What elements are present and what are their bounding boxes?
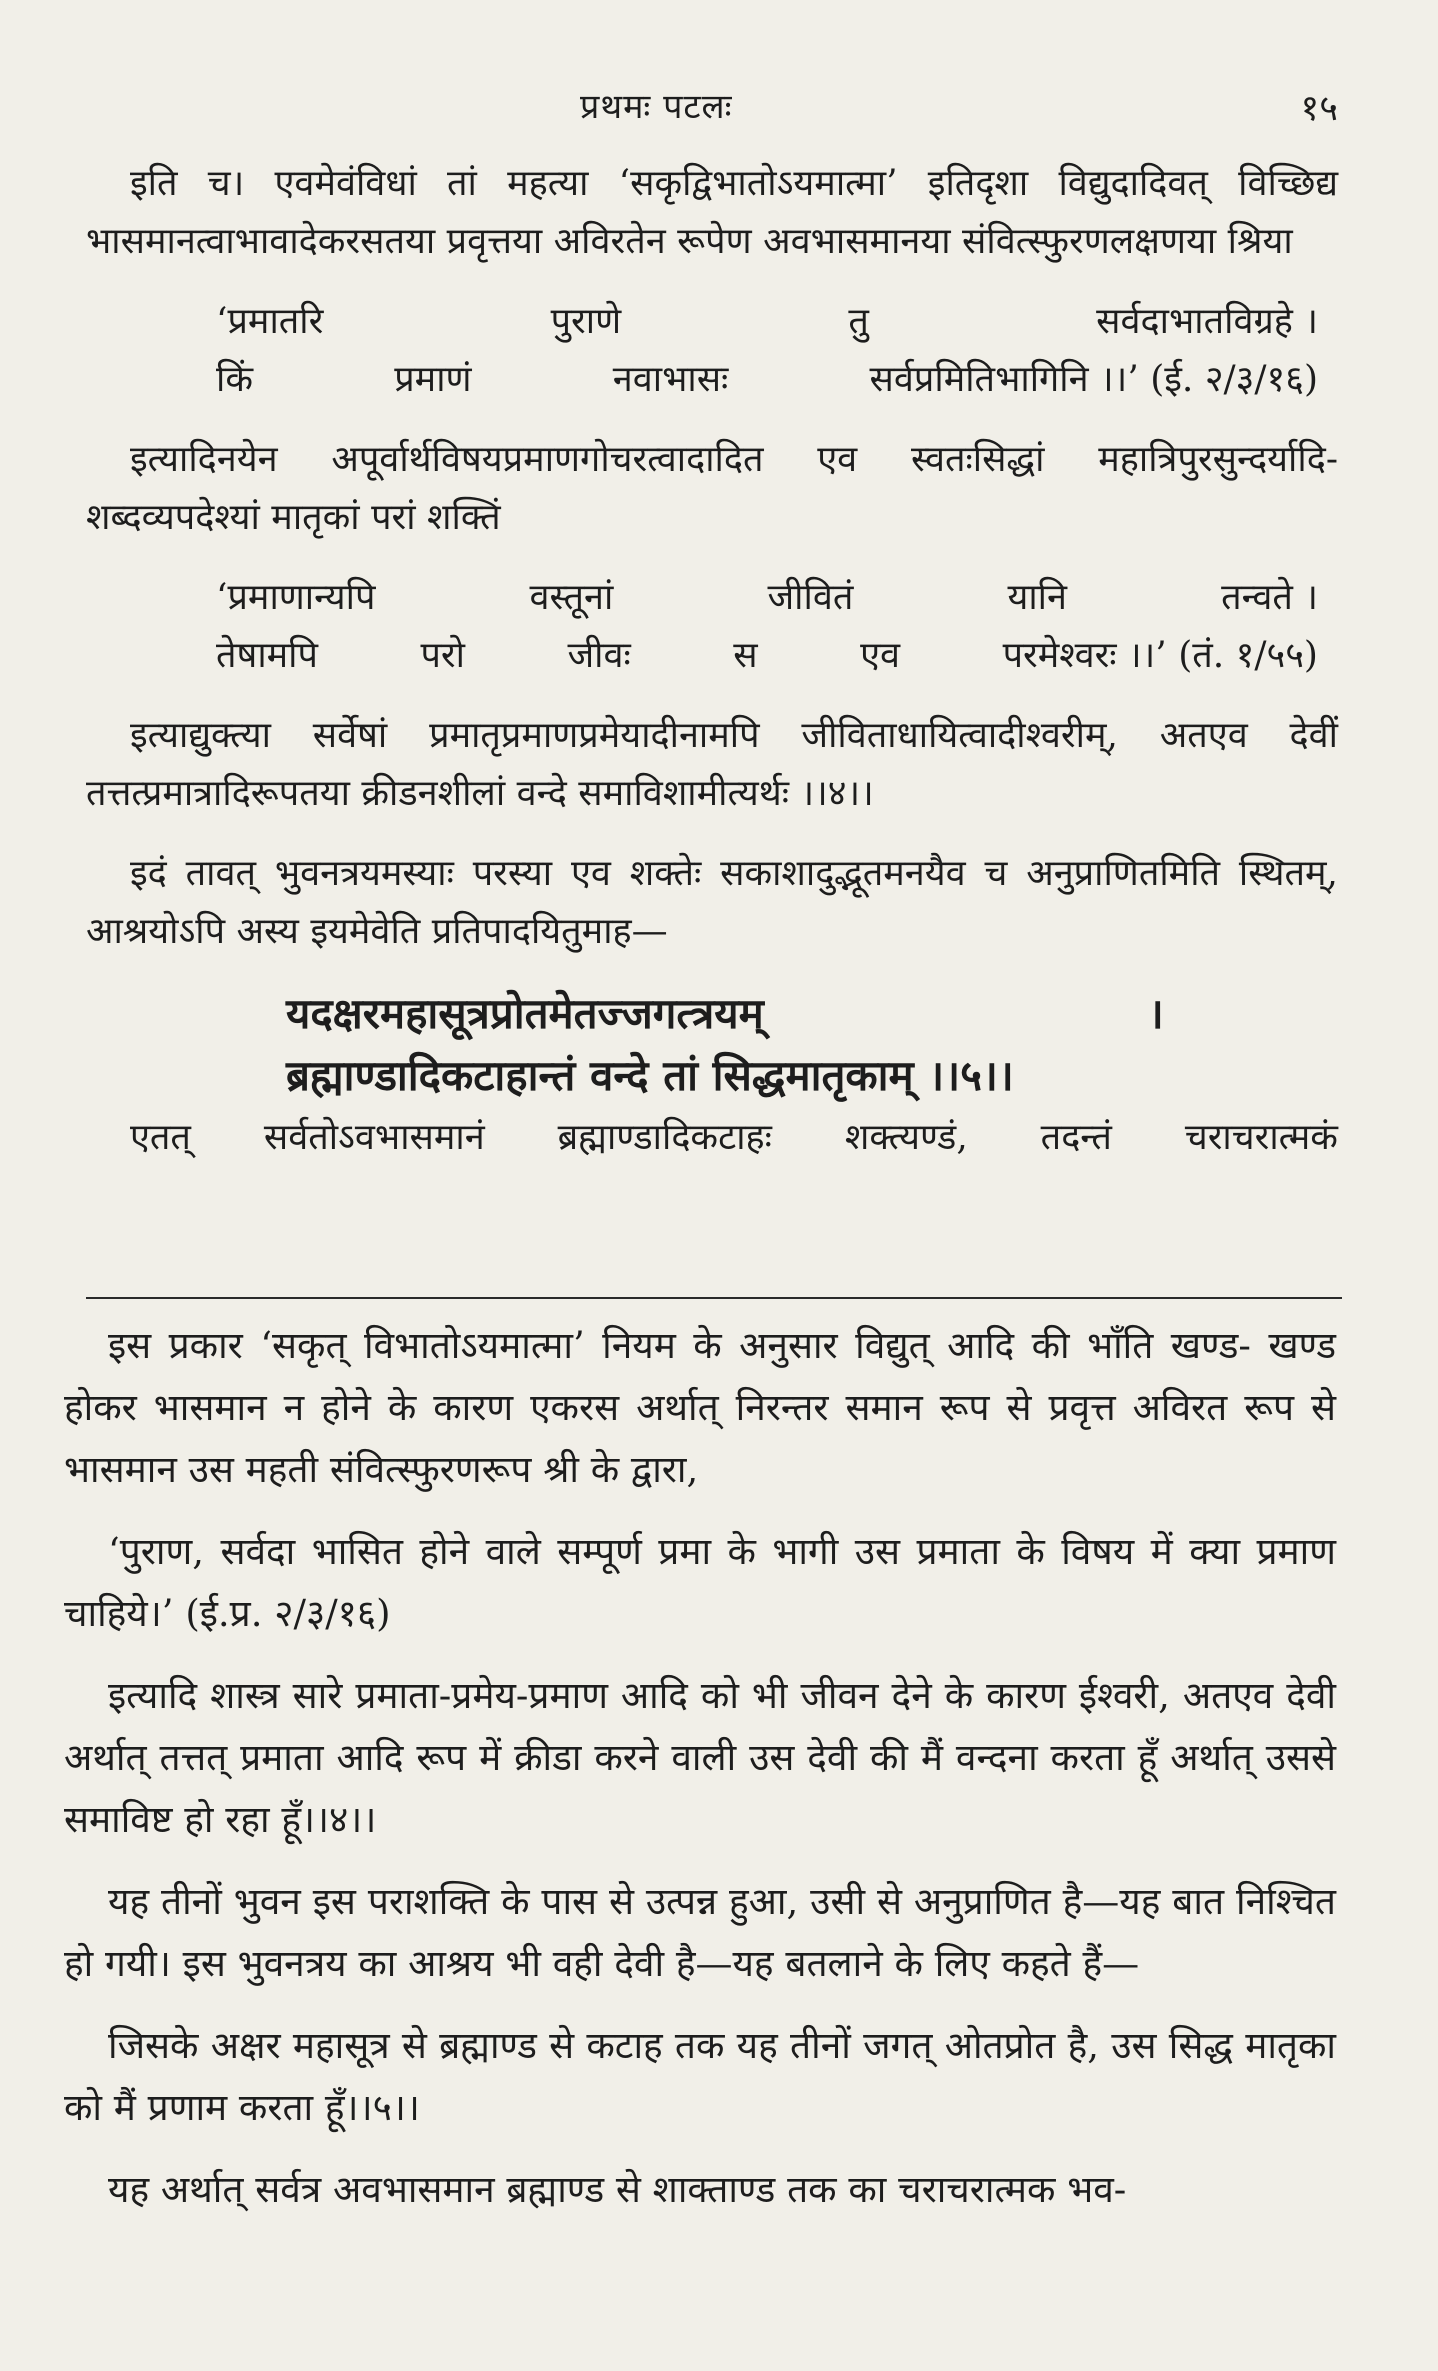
- running-head: प्रथमः पटलः: [580, 87, 733, 127]
- quote-ishvara-pratyabhijna: [86, 293, 1338, 409]
- hindi-paragraph-3: इत्यादि शास्त्र सारे प्रमाता-प्रमेय-प्रमाण आदि को भी जीवन देने के कारण ईश्वरी, अतएव देवी अर्थात् तत्तत् प्रमाता आदि रूप में क्रीडा करने वाली उस देवी की मैं वन्दना करता हूँ अर्थात् उससे समाविष्ट हो रहा हूँ।।४।।: [64, 1674, 1336, 1841]
- hindi-translation: [64, 1315, 1336, 2241]
- hindi-paragraph-2: ‘पुराण, सर्वदा भासित होने वाले सम्पूर्ण प्रमा के भागी उस प्रमाता के विषय में क्या प्रमाण चाहिये।’ (ई.प्र. २/३/१६): [64, 1530, 1336, 1635]
- quote2-line1: ‘प्रमाणान्यपि वस्तूनां जीवितं यानि तन्वते ।: [216, 577, 1318, 618]
- hindi-paragraph-6: यह अर्थात् सर्वत्र अवभासमान ब्रह्माण्ड से शाक्ताण्ड तक का चराचरात्मक भव-: [108, 2168, 1127, 2211]
- page-header: [0, 82, 1438, 132]
- quote-tantraloka: [86, 569, 1338, 685]
- commentary-continuation: एतत् सर्वतोऽवभासमानं ब्रह्माण्डादिकटाहः शक्त्यण्डं, तदन्तं चराचरात्मकं: [130, 1117, 1338, 1158]
- sanskrit-paragraph-2: इत्यादिनयेन अपूर्वार्थविषयप्रमाणगोचरत्वादादित एव स्वतःसिद्धां महात्रिपुरसुन्दर्यादि- शब्दव्यपदेश्यां मातृकां परां शक्तिं: [86, 439, 1338, 538]
- quote1-line1: ‘प्रमातरि पुराणे तु सर्वदाभातविग्रहे ।: [216, 301, 1318, 342]
- quote1-line2: किं प्रमाणं नवाभासः सर्वप्रमितिभागिनि ।।’ (ई. २/३/१६): [216, 359, 1318, 400]
- hindi-paragraph-1: इस प्रकार ‘सकृत् विभातोऽयमात्मा’ नियम के अनुसार विद्युत् आदि की भाँति खण्ड- खण्ड होकर भासमान न होने के कारण एकरस अर्थात् निरन्तर समान रूप से प्रवृत्त अविरत रूप से भासमान उस महती संवित्स्फुरणरूप श्री के द्वारा,: [64, 1324, 1336, 1491]
- main-verse-line2: ब्रह्माण्डादिकटाहान्तं वन्दे तां सिद्धमातृकाम् ।।५।।: [286, 1051, 1014, 1100]
- main-verse-line1: यदक्षरमहासूत्रप्रोतमेतज्जगत्त्रयम् ।: [286, 989, 1164, 1038]
- page-number: १५: [1300, 88, 1338, 129]
- sanskrit-paragraph-1: इति च। एवमेवंविधां तां महत्या ‘सकृद्विभातोऽयमात्मा’ इतिदृशा विद्युदादिवत् विच्छिद्य भासमानत्वाभावादेकरसतया प्रवृत्तया अविरतेन रूपेण अवभासमानया संवित्स्फुरणलक्षणया श्रिया: [86, 163, 1338, 262]
- hindi-paragraph-5: जिसके अक्षर महासूत्र से ब्रह्माण्ड से कटाह तक यह तीनों जगत् ओतप्रोत है, उस सिद्ध मातृका को मैं प्रणाम करता हूँ।।५।।: [64, 2024, 1336, 2129]
- section-divider: [86, 1297, 1342, 1299]
- sanskrit-paragraph-3: इत्याद्युक्त्या सर्वेषां प्रमातृप्रमाणप्रमेयादीनामपि जीविताधायित्वादीश्वरीम्, अतएव देवीं तत्तत्प्रमात्रादिरूपतया क्रीडनशीलां वन्दे समाविशामीत्यर्थः ।।४।।: [86, 715, 1338, 814]
- hindi-paragraph-4: यह तीनों भुवन इस पराशक्ति के पास से उत्पन्न हुआ, उसी से अनुप्राणित है—यह बात निश्चित हो गयी। इस भुवनत्रय का आश्रय भी वही देवी है—यह बतलाने के लिए कहते हैं—: [64, 1880, 1336, 1985]
- sanskrit-paragraph-4: इदं तावत् भुवनत्रयमस्याः परस्या एव शक्तेः सकाशादुद्भूतमनयैव च अनुप्राणितमिति स्थितम्, आश्रयोऽपि अस्य इयमेवेति प्रतिपादयितुमाह—: [86, 853, 1338, 952]
- main-verse-5: [86, 983, 1338, 1107]
- quote2-line2: तेषामपि परो जीवः स एव परमेश्वरः ।।’ (तं. १/५५): [216, 635, 1318, 676]
- sanskrit-commentary: [86, 155, 1338, 1167]
